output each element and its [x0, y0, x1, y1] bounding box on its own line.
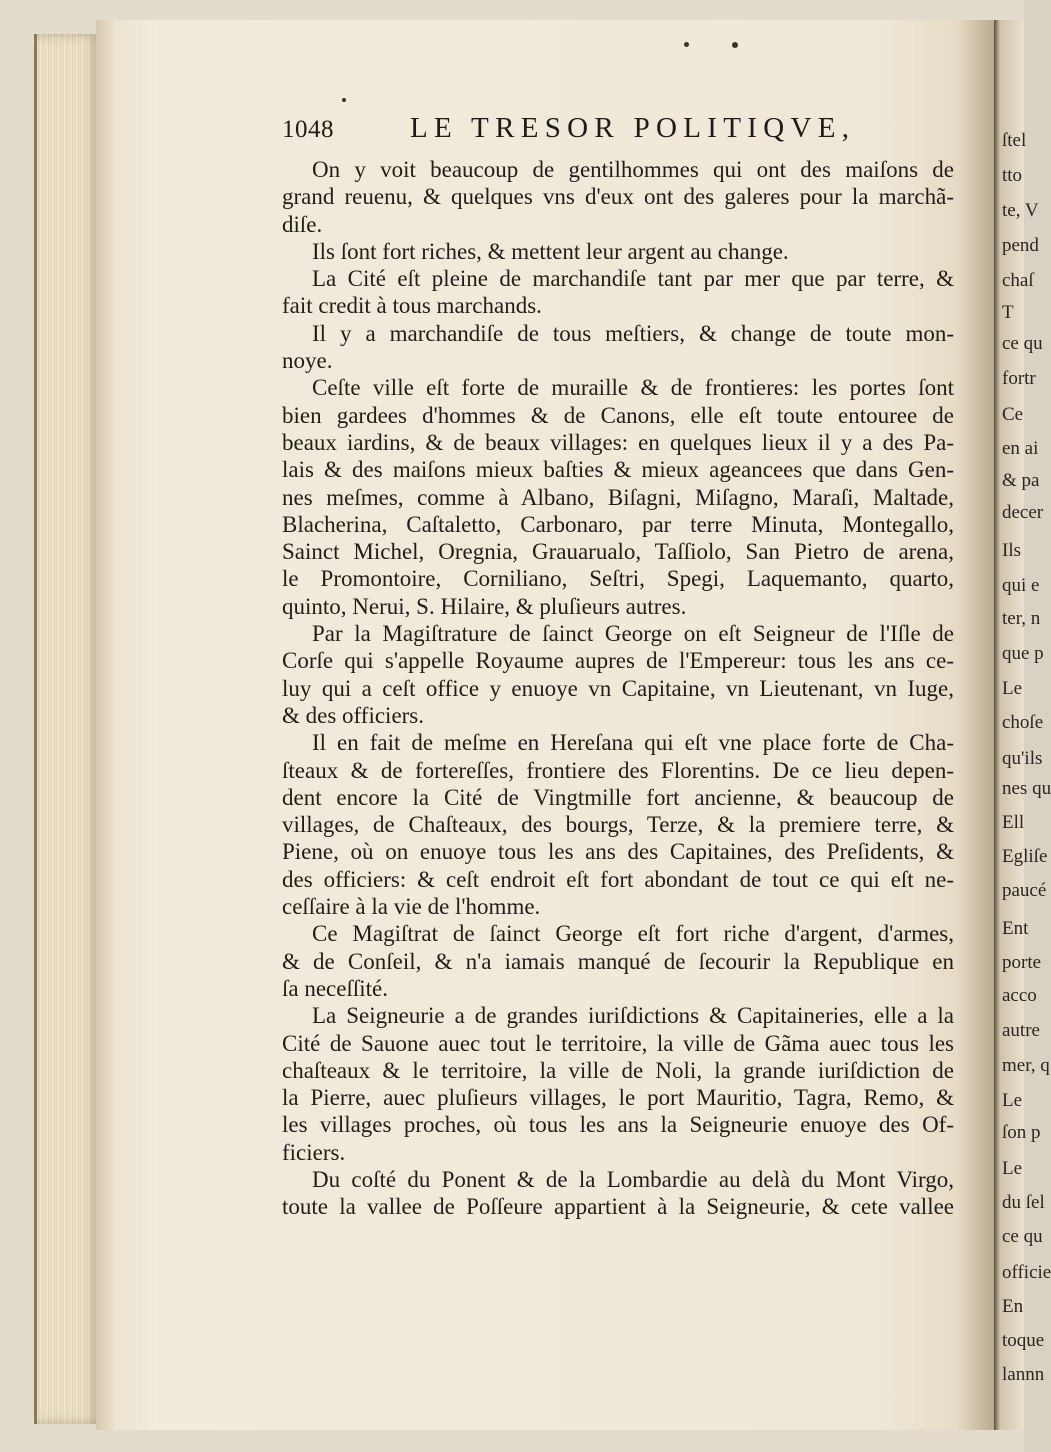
facing-page-fragment: mer, q [1002, 1055, 1050, 1076]
facing-page-fragment: T [1002, 302, 1014, 323]
text-line: ficiers. [282, 1139, 346, 1165]
text-line: lais & des maiſons mieux baſties & mieux ageancees que dans Gen- [282, 457, 954, 483]
text-line: On y voit beaucoup de gentilhommes qui ont des maiſons de [312, 157, 954, 182]
text-line: ſteaux & de fortereſſes, frontiere des Florentins. De ce lieu depen- [282, 757, 954, 783]
facing-page-fragment: choſe [1002, 712, 1044, 733]
text-line: quinto, Nerui, S. Hilaire, & pluſieurs autres. [282, 593, 687, 619]
text-line: toute la vallee de Poſſeure appartient à la Seigneurie, & cete vallee [282, 1194, 954, 1220]
facing-page-fragment: Ell [1002, 812, 1025, 833]
facing-page-fragment: & pa [1002, 470, 1040, 491]
facing-page-fragment: porte [1002, 952, 1042, 973]
facing-page-fragment: En [1002, 1296, 1024, 1317]
facing-page-fragment: Ils [1002, 540, 1021, 561]
text-line: ſa neceſſité. [282, 975, 388, 1001]
text-line: & de Conſeil, & n'a iamais manqué de ſecourir la Republique en [282, 948, 954, 974]
facing-page-fragment: officie [1002, 1262, 1051, 1283]
facing-page-fragment: paucé [1002, 880, 1047, 901]
text-line: Il y a marchandiſe de tous meſtiers, & change de toute mon- [312, 320, 954, 346]
text-line: fait credit à tous marchands. [282, 293, 542, 319]
page-header [282, 112, 962, 152]
text-line: noye. [282, 348, 333, 374]
ink-speck [342, 98, 346, 102]
text-line: dent encore la Cité de Vingtmille fort ancienne, & beaucoup de [282, 784, 954, 810]
text-line: villages, de Chaſteaux, des bourgs, Terze, & la premiere terre, & [282, 812, 954, 838]
facing-page-fragment: Le [1002, 1158, 1023, 1179]
text-line: des officiers: & ceſt endroit eſt fort abondant de tout ce qui eſt ne- [282, 866, 954, 892]
facing-page-fragment: Ent [1002, 918, 1029, 939]
facing-page-fragment: Le [1002, 678, 1023, 699]
facing-page-fragment: qu'ils [1002, 748, 1043, 769]
facing-page-fragment: en ai [1002, 438, 1039, 459]
book-fore-edge [34, 34, 99, 1424]
text-line: chaſteaux & le territoire, la ville de Noli, la grande iuriſdiction de [282, 1057, 954, 1083]
facing-page-fragment: pend [1002, 235, 1039, 256]
facing-page-fragment: ce qu [1002, 1226, 1043, 1247]
facing-page-fragment: du ſel [1002, 1192, 1045, 1213]
facing-page-fragment: Ce [1002, 404, 1024, 425]
text-line: grand reuenu, & quelques vns d'eux ont des galeres pour la marchã- [282, 184, 954, 210]
facing-page-fragment: decer [1002, 502, 1044, 523]
facing-page-fragment: chaſ [1002, 270, 1034, 291]
text-line: Blacherina, Caſtaletto, Carbonaro, par terre Minuta, Montegallo, [282, 511, 954, 537]
text-line: Sainct Michel, Oregnia, Grauarualo, Taſſiolo, San Pietro de arena, [282, 539, 954, 565]
text-line: Par la Magiſtrature de ſainct George on eſt Seigneur de l'Iſle de [312, 621, 954, 647]
facing-page-fragment: tto [1002, 165, 1023, 186]
text-line: Ceſte ville eſt forte de muraille & de frontieres: les portes ſont [312, 375, 954, 401]
facing-page-fragment: ſon p [1002, 1122, 1041, 1143]
facing-page-fragment: ce qu [1002, 333, 1043, 354]
text-line: Du coſté du Ponent & de la Lombardie au delà du Mont Virgo, [312, 1166, 954, 1192]
text-line: le Promontoire, Corniliano, Seſtri, Spegi, Laquemanto, quarto, [282, 566, 954, 592]
facing-page-fragment: te, V [1002, 200, 1039, 221]
facing-page-fragment: autre [1002, 1020, 1040, 1041]
ink-speck [732, 42, 738, 48]
facing-page-fragment: toque [1002, 1330, 1045, 1351]
text-line: Cité de Sauone auec tout le territoire, la ville de Gãma auec tous les [282, 1030, 954, 1056]
text-line: luy qui a ceſt office y enuoye vn Capitaine, vn Lieutenant, vn Iuge, [282, 675, 954, 701]
facing-page-fragment: qui e [1002, 575, 1040, 596]
facing-page-fragment: que p [1002, 643, 1044, 664]
body-text [282, 156, 954, 1221]
text-line: Ils ſont fort riches, & mettent leur argent au change. [312, 238, 789, 264]
text-line: bien gardees d'hommes & de Canons, elle eſt toute entouree de [282, 402, 954, 428]
text-line: diſe. [282, 211, 323, 237]
text-line: Il en fait de meſme en Hereſana qui eſt vne place forte de Cha- [312, 730, 954, 756]
text-line: & des officiers. [282, 702, 425, 728]
facing-page-fragment: ſtel [1002, 130, 1027, 151]
page-number: 1048 [282, 116, 334, 143]
text-line: ceſſaire à la vie de l'homme. [282, 894, 541, 920]
text-line: Piene, où on enuoye tous les ans des Capitaines, des Preſidents, & [282, 839, 954, 865]
running-title: LE TRESOR POLITIQVE, [410, 112, 856, 144]
facing-page-fragment: fortr [1002, 368, 1036, 389]
text-line: Ce Magiſtrat de ſainct George eſt fort riche d'argent, d'armes, [312, 921, 954, 947]
facing-page-fragment: acco [1002, 985, 1037, 1006]
text-line: Corſe qui s'appelle Royaume aupres de l'Empereur: tous les ans ce- [282, 648, 954, 674]
text-line: La Seigneurie a de grandes iuriſdictions & Capitaineries, elle a la [312, 1003, 954, 1029]
ink-speck [684, 42, 689, 47]
facing-page-fragment: Egliſe [1002, 846, 1048, 867]
facing-page-fragment: nes qu [1002, 778, 1051, 799]
text-line: nes meſmes, comme à Albano, Biſagni, Miſagno, Maraſi, Maltade, [282, 484, 954, 510]
text-line: les villages proches, où tous les ans la Seigneurie enuoye des Of- [282, 1112, 954, 1138]
facing-page-fragment: lannn [1002, 1364, 1045, 1385]
facing-page-edge [994, 20, 1051, 1430]
text-line: beaux iardins, & de beaux villages: en quelques lieux il y a des Pa- [282, 429, 954, 455]
facing-page-fragment: Le [1002, 1090, 1023, 1111]
text-line: la Pierre, auec pluſieurs villages, le port Mauritio, Tagra, Remo, & [282, 1085, 954, 1111]
text-line: La Cité eſt pleine de marchandiſe tant par mer que par terre, & [312, 266, 954, 292]
facing-page-fragment: ter, n [1002, 608, 1041, 629]
